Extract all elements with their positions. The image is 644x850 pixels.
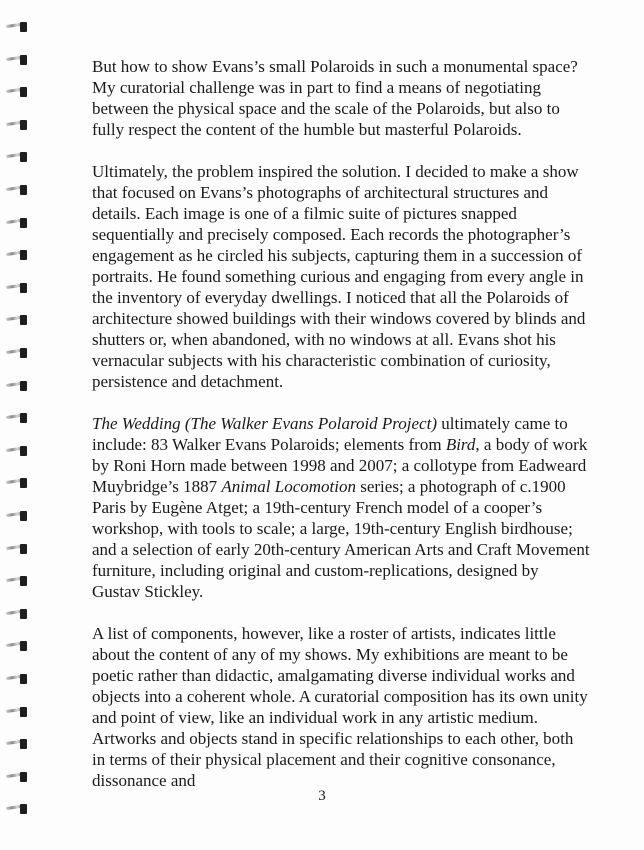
binding-coil bbox=[6, 250, 28, 260]
binding-coil bbox=[6, 804, 28, 814]
binding-coil bbox=[6, 478, 28, 488]
paragraph bbox=[92, 161, 590, 392]
spiral-binding-icon bbox=[0, 0, 34, 850]
binding-coil bbox=[6, 55, 28, 65]
text-run: ultimately came to include: 83 Walker Evans Polaroids; elements from bbox=[92, 414, 568, 454]
text-run: , a body of work by Roni Horn made between 1998 and 2007; a collotype from Eadweard Muybridge’s 1887 bbox=[92, 435, 588, 496]
italic-title: The Wedding (The Walker Evans Polaroid Project) bbox=[92, 414, 437, 433]
binding-coil bbox=[6, 609, 28, 619]
paragraph bbox=[92, 413, 590, 602]
binding-coil bbox=[6, 87, 28, 97]
binding-coil bbox=[6, 152, 28, 162]
binding-coil bbox=[6, 381, 28, 391]
binding-coil bbox=[6, 576, 28, 586]
page-number: 3 bbox=[318, 788, 326, 804]
binding-coil bbox=[6, 544, 28, 554]
italic-title: Bird bbox=[445, 435, 476, 454]
text-run: series; a photograph of c.1900 Paris by Eugène Atget; a 19th-century French model of a cooper’s workshop, with tools to scale; a large, 19th-century English birdhouse; and a selection of early 20th-century American Arts and Craft Movement furniture, including original and custom-replications, designed by Gustav Stickley. bbox=[92, 477, 590, 601]
text-run: Ultimately, the problem inspired the solution. I decided to make a show that focused on Evans’s photographs of architectural structures and details. Each image is one of a filmic suite of pictures snapped sequentially and precisely composed. Each records the photographer’s engagement as he circled his subjects, capturing them in a succession of portraits. He found something curious and engaging from every angle in the inventory of everyday dwellings. I noticed that all the Polaroids of architecture showed buildings with their windows covered by blinds and shutters or, when abandoned, with no windows at all. Evans shot his vernacular subjects with his characteristic combination of curiosity, persistence and detachment. bbox=[92, 162, 586, 391]
body-text bbox=[92, 56, 590, 812]
paragraph bbox=[92, 623, 590, 791]
text-run: But how to show Evans’s small Polaroids in such a monumental space? My curatorial challenge was in part to find a means of negotiating between the physical space and the scale of the Polaroids, but also to fully respect the content of the humble but masterful Polaroids. bbox=[92, 57, 578, 139]
binding-coil bbox=[6, 22, 28, 32]
binding-coil bbox=[6, 707, 28, 717]
binding-coil bbox=[6, 218, 28, 228]
binding-coil bbox=[6, 511, 28, 521]
binding-coil bbox=[6, 739, 28, 749]
binding-coil bbox=[6, 413, 28, 423]
binding-coil bbox=[6, 120, 28, 130]
paragraph bbox=[92, 56, 590, 140]
binding-coil bbox=[6, 283, 28, 293]
text-run: A list of components, however, like a roster of artists, indicates little about the content of any of my shows. My exhibitions are meant to be poetic rather than didactic, amalgamating diverse individual works and objects into a coherent whole. A curatorial composition has its own unity and point of view, like an individual work in any artistic medium. Artworks and objects stand in specific relationships to each other, both in terms of their physical placement and their cognitive consonance, dissonance and bbox=[92, 624, 588, 790]
binding-coil bbox=[6, 348, 28, 358]
binding-coil bbox=[6, 315, 28, 325]
binding-coil bbox=[6, 641, 28, 651]
binding-coil bbox=[6, 674, 28, 684]
italic-title: Animal Locomotion bbox=[221, 477, 356, 496]
binding-coil bbox=[6, 446, 28, 456]
binding-coil bbox=[6, 185, 28, 195]
binding-coil bbox=[6, 772, 28, 782]
